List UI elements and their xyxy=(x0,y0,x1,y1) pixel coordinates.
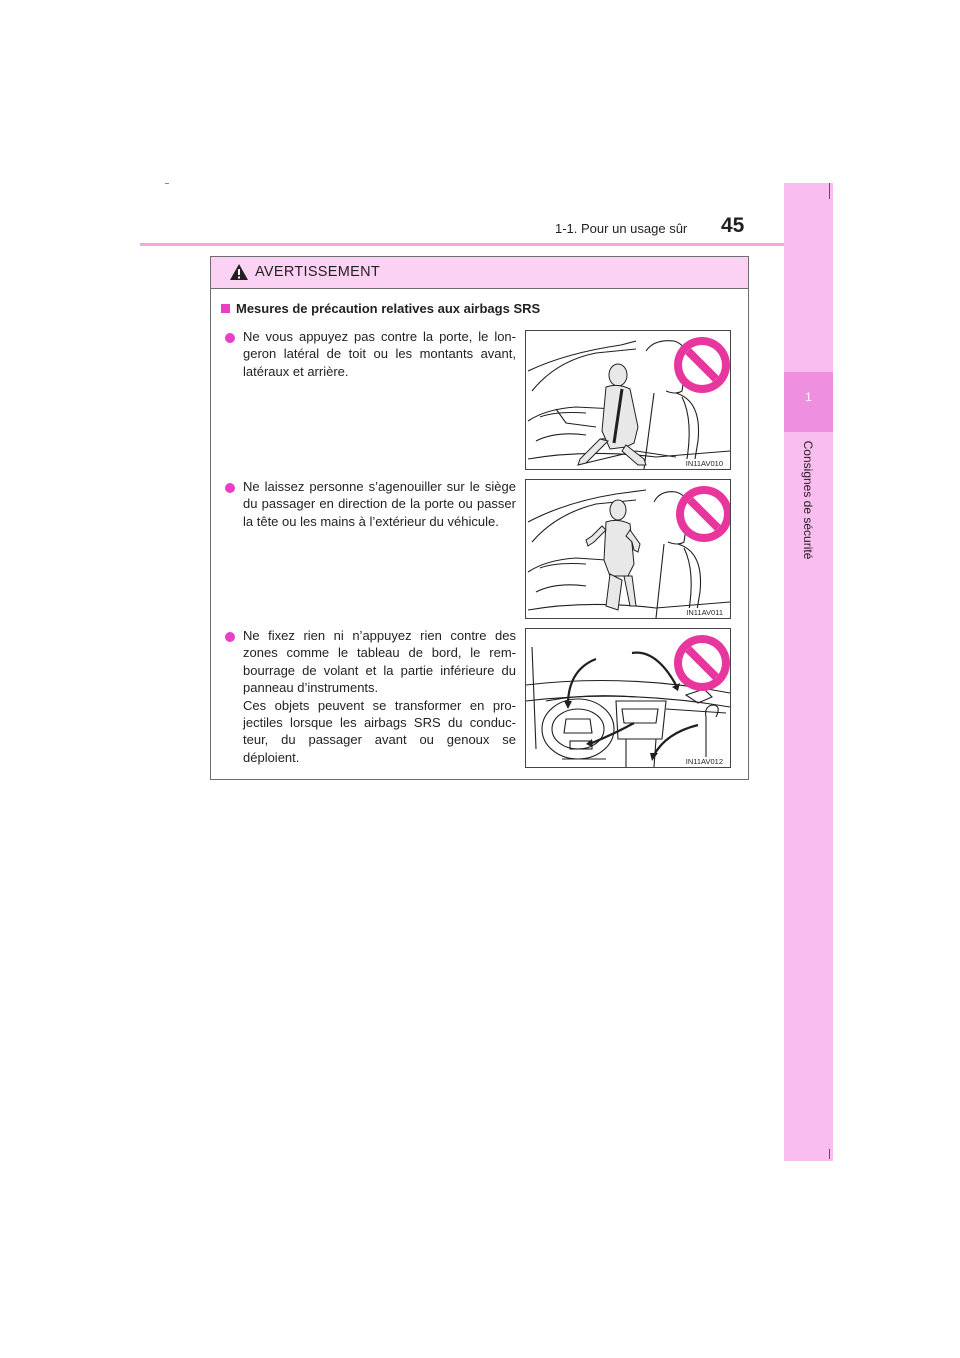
illustration-lean-on-door xyxy=(525,330,731,470)
illustration-kneel-on-seat xyxy=(525,479,731,619)
warning-box xyxy=(210,256,749,780)
dashboard-illustration xyxy=(526,629,730,767)
square-bullet-icon xyxy=(221,304,230,313)
round-bullet-icon xyxy=(225,333,235,343)
warning-triangle-icon xyxy=(229,263,249,281)
seated-passenger-illustration xyxy=(526,331,730,469)
round-bullet-icon xyxy=(225,483,235,493)
chapter-title: Consignes de sécurité xyxy=(801,440,815,560)
image-code: IN11AV010 xyxy=(685,459,723,468)
warning-item-text xyxy=(243,627,516,766)
warning-header xyxy=(211,257,748,289)
prohibition-icon xyxy=(674,337,730,393)
chapter-side-tab xyxy=(784,183,833,1161)
header-section-title: 1-1. Pour un usage sûr xyxy=(555,221,688,236)
warning-title: AVERTISSEMENT xyxy=(255,264,381,280)
kneeling-passenger-illustration xyxy=(526,480,730,618)
warning-item-text: Ne vous appuyez pas contre la porte, le lon-geron latéral de toit ou les montants avant, latéraux et arrière. xyxy=(243,329,516,379)
prohibition-icon xyxy=(674,635,730,691)
crop-mark xyxy=(829,183,830,199)
image-code: IN11AV011 xyxy=(686,608,723,617)
image-code: IN11AV012 xyxy=(685,757,723,766)
warning-item-text: Ne laissez personne s’agenouiller sur le siège du passager en direction de la porte ou passer la tête ou les mains à l’extérieur du véhicule. xyxy=(243,479,516,529)
warning-item-paragraph: Ces objets peuvent se transformer en pro-jectiles lorsque les airbags SRS du conduc-teur, du passager avant ou genoux se déploient. xyxy=(243,697,516,765)
chapter-number: 1 xyxy=(805,390,812,404)
illustration-dashboard-objects xyxy=(525,628,731,768)
header-rule xyxy=(140,243,833,246)
prohibition-icon xyxy=(676,486,730,542)
round-bullet-icon xyxy=(225,632,235,642)
crop-mark xyxy=(829,1149,830,1159)
warning-item-paragraph: Ne fixez rien ni n’appuyez rien contre des zones comme le tableau de bord, le rem-bourrage de volant et la partie inférieure du panneau d’instruments. xyxy=(243,628,516,696)
warning-subheading xyxy=(221,301,540,316)
crop-mark xyxy=(165,183,169,184)
page-number: 45 xyxy=(721,214,745,237)
warning-subheading-text: Mesures de précaution relatives aux airbags SRS xyxy=(236,301,541,316)
